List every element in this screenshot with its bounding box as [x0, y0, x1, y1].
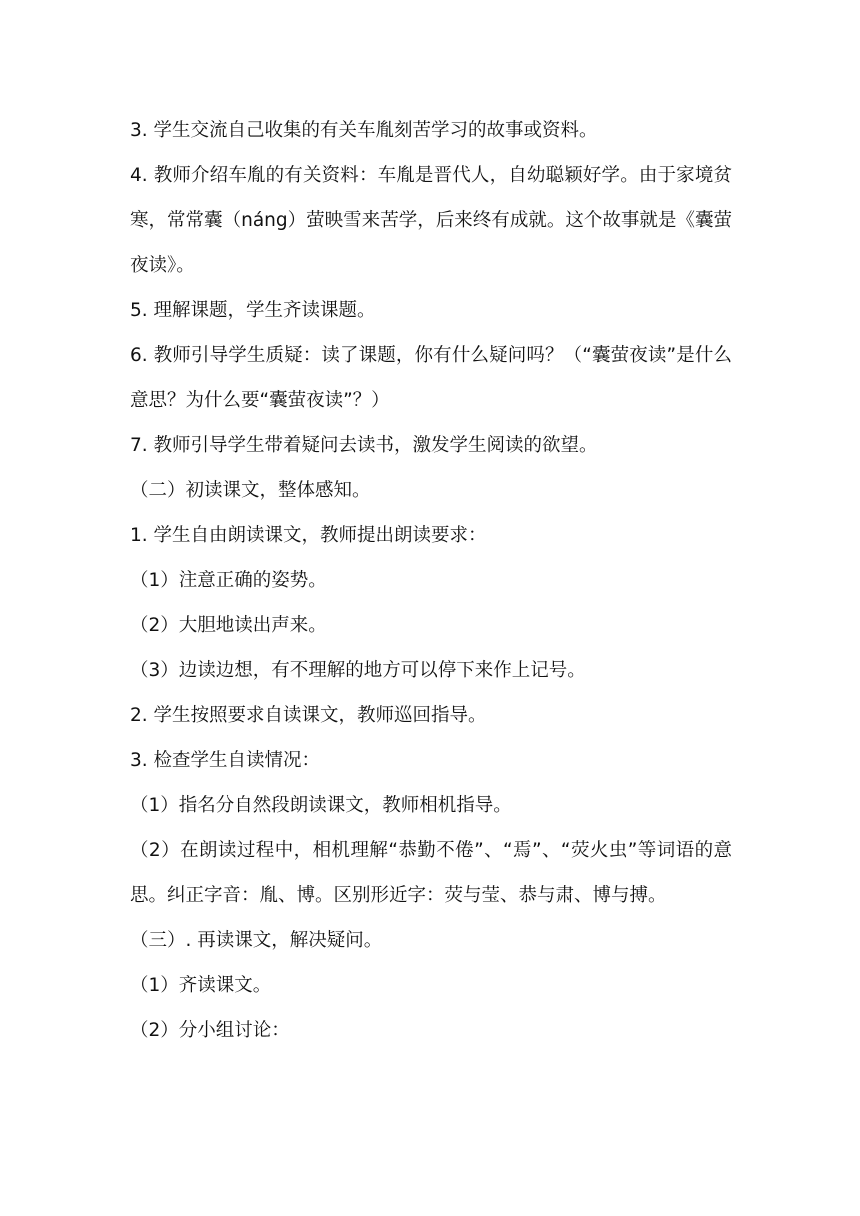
section-heading-2: （二）初读课文，整体感知。 — [130, 480, 371, 501]
paragraph-4: 6. 教师引导学生质疑：读了课题，你有什么疑问吗？（“囊萤夜读”是什么意思？为什么要“囊萤夜读”？） — [130, 345, 732, 411]
paragraph-10: （3）边读边想，有不理解的地方可以停下来作上记号。 — [130, 660, 586, 681]
paragraph-1: 3. 学生交流自己收集的有关车胤刻苦学习的故事或资料。 — [130, 120, 598, 141]
paragraph-5: 7. 教师引导学生带着疑问去读书，激发学生阅读的欲望。 — [130, 435, 598, 456]
paragraph-8: （1）注意正确的姿势。 — [130, 570, 327, 591]
paragraph-13: （1）指名分自然段朗读课文，教师相机指导。 — [130, 795, 512, 816]
paragraph-11: 2. 学生按照要求自读课文，教师巡回指导。 — [130, 705, 487, 726]
document-page — [130, 108, 732, 1053]
paragraph-17: （2）分小组讨论： — [130, 1020, 290, 1041]
paragraph-3: 5. 理解课题，学生齐读课题。 — [130, 300, 376, 321]
paragraph-14: （2）在朗读过程中，相机理解“恭勤不倦”、“焉”、“荧火虫”等词语的意思。纠正字音：胤、博。区别形近字：荧与莹、恭与肃、博与搏。 — [130, 840, 732, 906]
paragraph-7: 1. 学生自由朗读课文，教师提出朗读要求： — [130, 525, 487, 546]
paragraph-16: （1）齐读课文。 — [130, 975, 272, 996]
section-heading-3: （三）. 再读课文，解决疑问。 — [130, 930, 383, 951]
paragraph-9: （2）大胆地读出声来。 — [130, 615, 327, 636]
paragraph-12: 3. 检查学生自读情况： — [130, 750, 321, 771]
paragraph-2: 4. 教师介绍车胤的有关资料：车胤是晋代人，自幼聪颖好学。由于家境贫寒，常常囊（náng）萤映雪来苦学，后来终有成就。这个故事就是《囊萤夜读》。 — [130, 165, 732, 276]
